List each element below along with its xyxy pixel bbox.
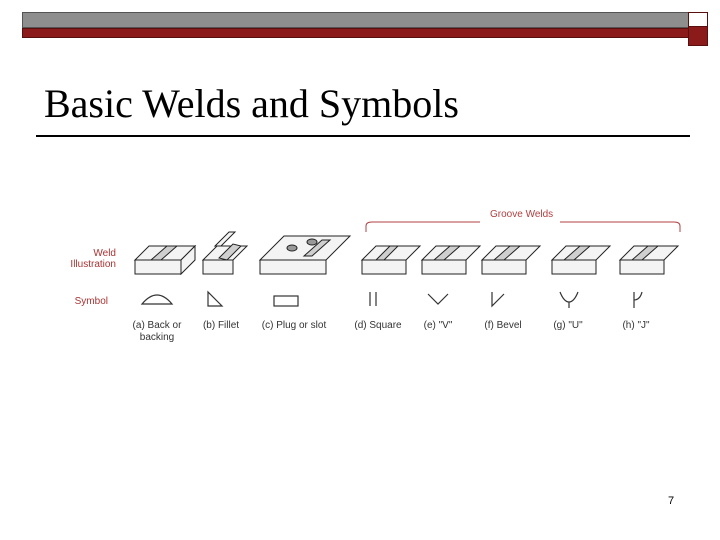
header-red-bar bbox=[22, 28, 694, 38]
header-square-decoration-bottom bbox=[688, 26, 708, 46]
weld-symbols-figure bbox=[60, 200, 700, 360]
slide-header-bar bbox=[22, 12, 710, 38]
caption-square-weld: (d) Square bbox=[354, 320, 402, 331]
slide-title: Basic Welds and Symbols bbox=[44, 81, 459, 126]
caption-u-weld: (g) "U" bbox=[553, 320, 583, 331]
caption-v-weld: (e) "V" bbox=[423, 320, 453, 331]
caption-fillet-weld: (b) Fillet bbox=[202, 320, 240, 331]
symbol-row-label: Symbol bbox=[74, 296, 108, 307]
caption-back-weld: (a) Back or backing bbox=[132, 320, 182, 343]
caption-j-weld: (h) "J" bbox=[622, 320, 650, 331]
page-number: 7 bbox=[668, 495, 675, 507]
weld-illustration-plug bbox=[260, 236, 350, 274]
weld-illustration-label: Weld Illustration bbox=[70, 248, 116, 270]
groove-welds-header: Groove Welds bbox=[490, 209, 554, 220]
caption-bevel-weld: (f) Bevel bbox=[484, 320, 522, 331]
caption-plug-weld: (c) Plug or slot bbox=[261, 320, 327, 331]
title-underline bbox=[36, 135, 690, 137]
weld-illustration-back bbox=[135, 246, 195, 274]
weld-symbols-row bbox=[142, 292, 642, 308]
weld-illustration-fillet bbox=[203, 232, 247, 274]
header-gray-bar bbox=[22, 12, 694, 28]
